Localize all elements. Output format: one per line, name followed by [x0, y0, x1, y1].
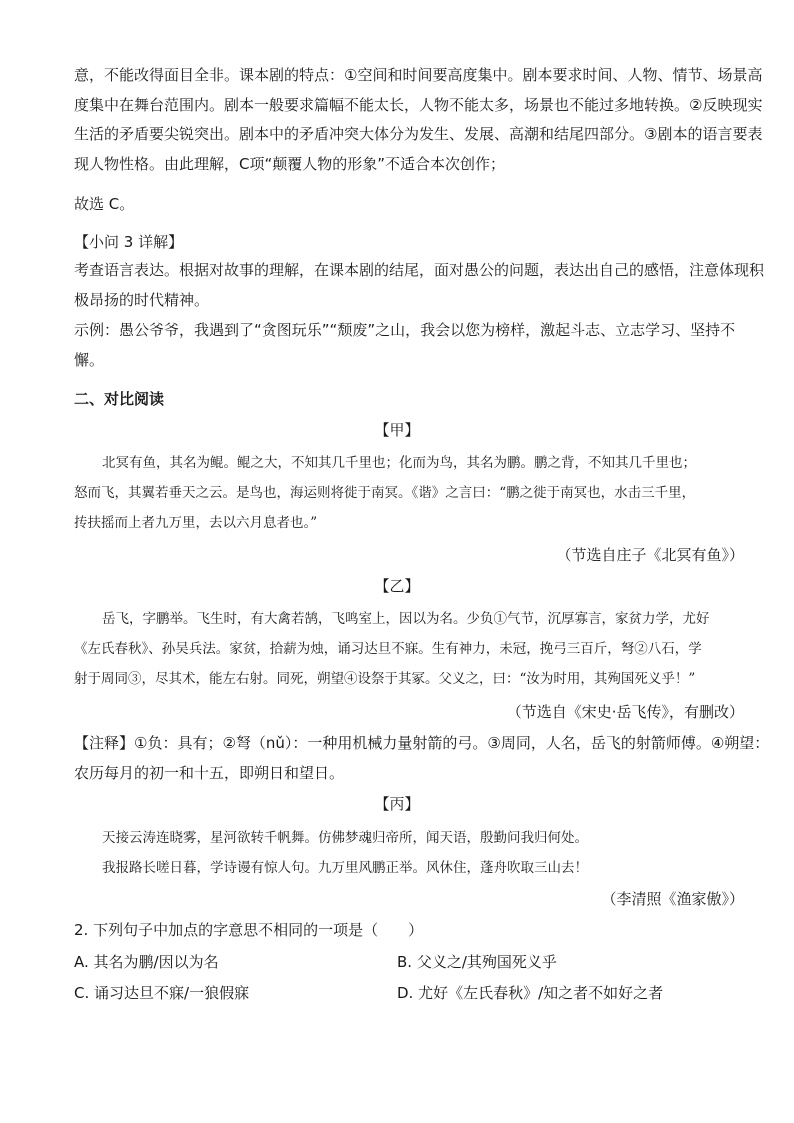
passage-title-yi: 【乙】: [374, 577, 420, 595]
passage-yi-line: 《左氏春秋》、孙吴兵法。家贫，拾薪为烛，诵习达旦不寐。生有神力，未冠，挽弓三百斤，弩②八石，学: [74, 641, 702, 657]
passage-jia-line: 怒而飞，其翼若垂天之云。是鸟也，海运则将徙于南冥。《谐》之言曰：“鹏之徙于南冥也，水击三千里，: [74, 485, 696, 501]
passage-jia-line: 抟扶摇而上者九万里，去以六月息者也。”: [74, 515, 318, 531]
option-b: B. 父义之/其殉国死义乎: [397, 953, 557, 971]
option-c: C. 诵习达旦不寐/一狼假寐: [74, 984, 250, 1002]
answer-paragraph-line: 意，不能改得面目全非。课本剧的特点：①空间和时间要高度集中。剧本要求时间、人物、情节、场景高: [74, 66, 763, 84]
passage-title-bing: 【丙】: [374, 795, 420, 813]
annotation-line: 农历每月的初一和十五，即朔日和望日。: [74, 764, 345, 782]
passage-jia-line: 北冥有鱼，其名为鲲。鲲之大，不知其几千里也；化而为鸟，其名为鹏。鹏之背，不知其几千里也；: [102, 455, 696, 471]
annotation-line: 【注释】①负：具有；②弩（nǔ）：一种用机械力量射箭的弓。③周同，人名，岳飞的射箭师傅。④朔望：: [74, 734, 770, 752]
passage-bing-line: 我报路长嗟日暮，学诗谩有惊人句。九万里风鹏正举。风休住，蓬舟吹取三山去！: [102, 860, 588, 876]
answer-paragraph-line: 度集中在舞台范围内。剧本一般要求篇幅不能太长，人物不能太多，场景也不能过多地转换。②反映现实: [74, 96, 763, 114]
question-stem: 2. 下列句子中加点的字意思不相同的一项是（ ）: [74, 921, 424, 939]
explanation-line: 极昂扬的时代精神。: [74, 291, 210, 309]
passage-yi-line: 射于周同③，尽其术，能左右射。同死，朔望④设祭于其冢。父义之，曰：“汝为时用，其殉国死义乎！”: [74, 671, 696, 687]
option-d: D. 尤好《左氏春秋》/知之者不如好之者: [397, 984, 664, 1002]
example-line: 示例：愚公爷爷，我遇到了“贪图玩乐”“颓废”之山，我会以您为榜样，激起斗志、立志学习、坚持不: [74, 321, 736, 339]
passage-title-jia: 【甲】: [374, 421, 420, 439]
answer-conclusion: 故选 C。: [74, 195, 135, 213]
passage-bing-source: （李清照《渔家傲》）: [601, 890, 744, 908]
answer-paragraph-line: 生活的矛盾要尖锐突出。剧本中的矛盾冲突大体分为发生、发展、高潮和结尾四部分。③剧本的语言要表: [74, 125, 763, 143]
section-heading: 二、对比阅读: [74, 390, 165, 408]
explanation-line: 考查语言表达。根据对故事的理解，在课本剧的结尾，面对愚公的问题，表达出自己的感悟，注意体现积: [74, 261, 765, 279]
passage-yi-line: 岳飞，字鹏举。飞生时，有大禽若鹄，飞鸣室上，因以为名。少负①气节，沉厚寡言，家贫力学，尤好: [102, 611, 710, 627]
subquestion-heading: 【小问 3 详解】: [74, 233, 184, 251]
example-line: 懈。: [74, 351, 105, 369]
passage-jia-source: （节选自庄子《北冥有鱼》）: [556, 546, 744, 564]
answer-paragraph-line: 现人物性格。由此理解，C项“颠覆人物的形象”不适合本次创作；: [74, 155, 506, 173]
passage-bing-line: 天接云涛连晓雾，星河欲转千帆舞。仿佛梦魂归帝所，闻天语，殷勤问我归何处。: [102, 830, 588, 846]
passage-yi-source: （节选自《宋史·岳飞传》，有删改）: [506, 703, 744, 721]
option-a: A. 其名为鹏/因以为名: [74, 953, 219, 971]
